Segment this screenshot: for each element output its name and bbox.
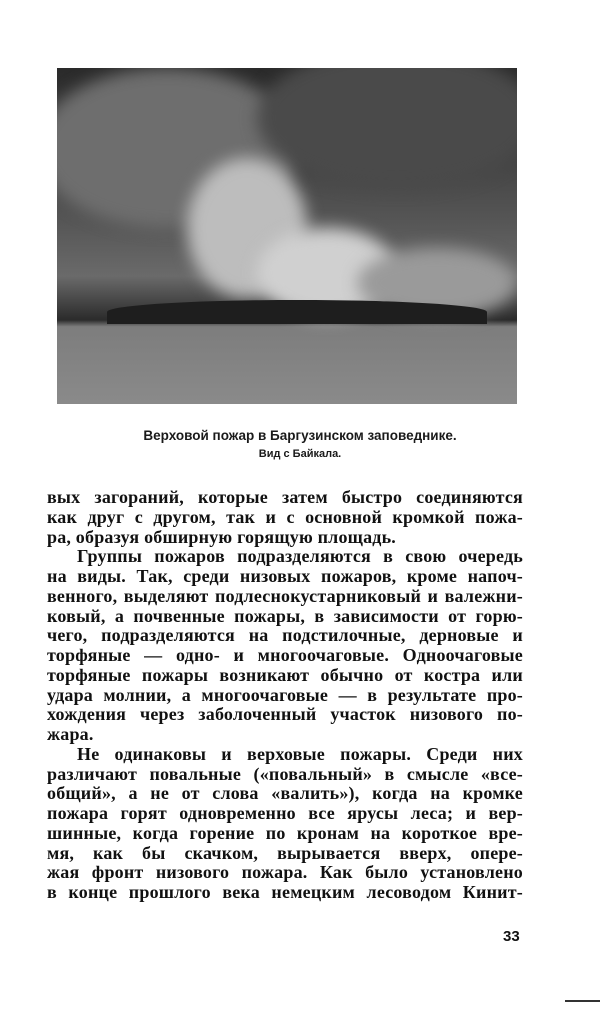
text-line: торфяные пожары возникают обычно от костра или (47, 664, 523, 685)
text-line: ковый, а почвенные пожары, в зависимости от горю- (47, 605, 523, 626)
text-line: жара. (47, 724, 94, 744)
text-line: в конце прошлого века немецким лесоводом Кинит- (47, 882, 523, 902)
figure-caption: Верховой пожар в Баргузинском заповеднике. (143, 428, 457, 443)
text-line: венного, выделяют подлеснокустарниковый и валежни- (47, 585, 523, 606)
text-line: ра, образуя обширную горящую площадь. (47, 526, 396, 547)
text-line: как друг с другом, так и с основной кромкой пожа- (47, 506, 523, 527)
text-line: удара молнии, а многоочаговые — в результате про- (47, 684, 523, 705)
page-number: 33 (503, 928, 520, 945)
text-line: торфяные — одно- и многоочаговые. Одноочаговые (47, 645, 523, 665)
text-line: шинные, когда горение по кронам на короткое вре- (47, 822, 523, 843)
text-line: общий», а не от слова «валить»), когда на кромке (47, 783, 523, 804)
text-line: на виды. Так, среди низовых пожаров, кроме напоч- (47, 566, 523, 586)
text-line: пожара горят одновременно все ярусы леса; и вер- (47, 803, 523, 823)
text-line: хождения через заболоченный участок низового по- (47, 704, 523, 725)
forest-fire-photo (57, 68, 517, 404)
smoke-cloud (257, 68, 517, 188)
text-line: Группы пожаров подразделяются в свою очередь (77, 546, 523, 567)
text-line: различают повальные («повальный» в смысле «все- (47, 763, 523, 784)
scan-edge-mark (565, 1000, 600, 1002)
text-line: чего, подразделяются на подстилочные, дерновые и (47, 625, 523, 646)
figure-caption-subtitle: Вид с Байкала. (258, 448, 342, 460)
text-line: мя, как бы скачком, вырывается вверх, опере- (47, 842, 523, 863)
text-line: жая фронт низового пожара. Как было установлено (47, 862, 523, 883)
text-line: Не одинаковы и верховые пожары. Среди них (77, 743, 523, 764)
text-line: вых загораний, которые затем быстро соединяются (47, 487, 523, 507)
body-text (47, 488, 523, 903)
island-silhouette (107, 300, 487, 324)
